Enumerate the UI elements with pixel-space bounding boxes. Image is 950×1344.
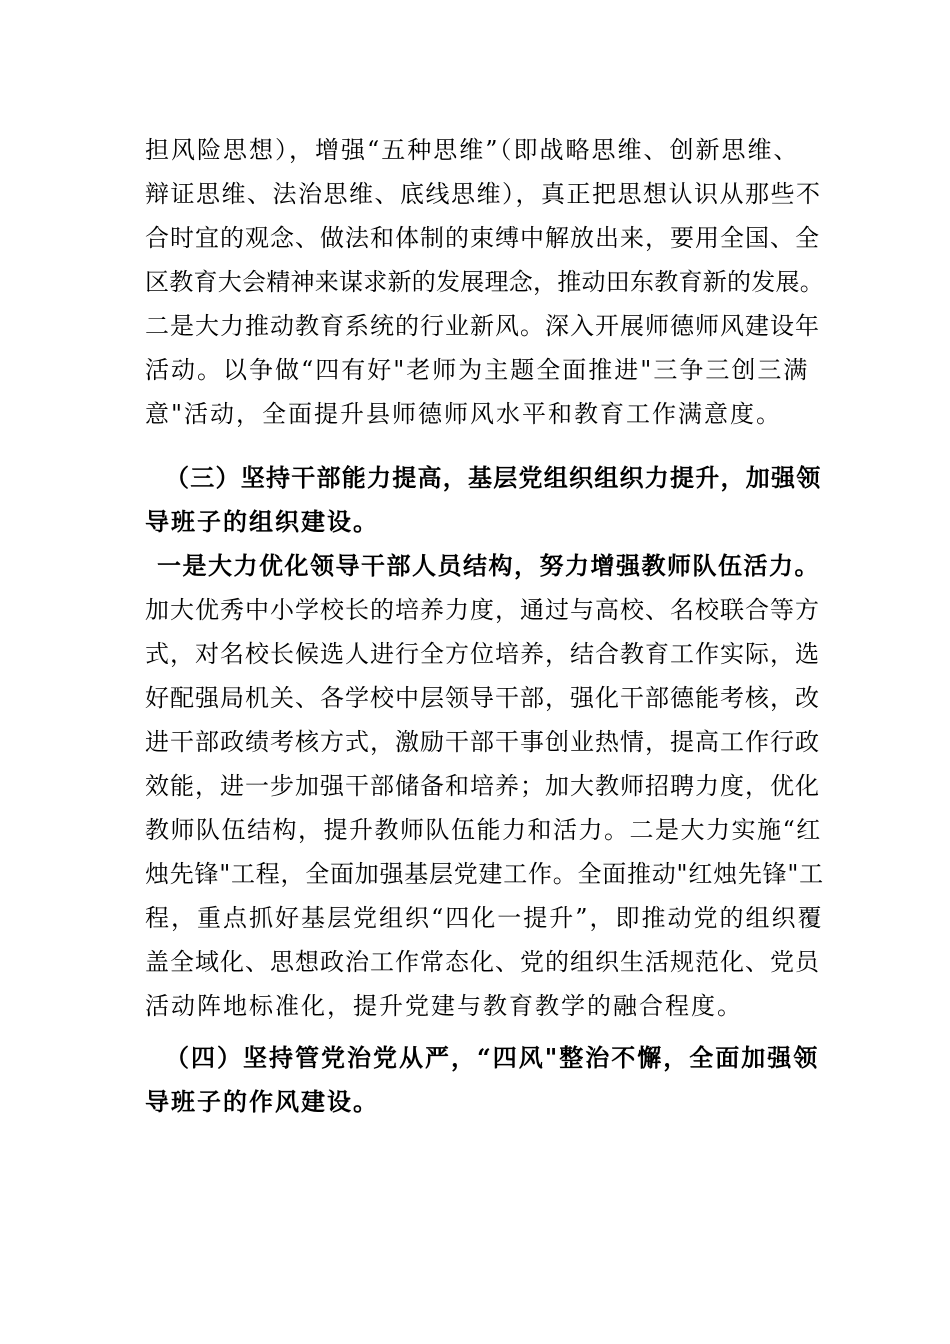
text-line: 加大优秀中小学校长的培养力度，通过与高校、名校联合等方 [145,596,820,624]
text-line: 合时宜的观念、做法和体制的束缚中解放出来，要用全国、全 [145,224,820,252]
text-line: 效能，进一步加强干部储备和培养；加大教师招聘力度，优化 [145,772,820,800]
heading-line: 导班子的作风建设。 [145,1087,379,1116]
text-line: 好配强局机关、各学校中层领导干部，强化干部德能考核，改 [145,684,820,712]
text-line: 式，对名校长候选人进行全方位培养，结合教育工作实际，选 [145,640,820,668]
text-line: 烛先锋"工程，全面加强基层党建工作。全面推动"红烛先锋"工 [145,860,824,888]
text-line: 程，重点抓好基层党组织“四化一提升”，即推动党的组织覆 [145,904,824,932]
text-line: 盖全域化、思想政治工作常态化、党的组织生活规范化、党员 [145,948,820,976]
section-heading-3 [145,456,825,544]
section-heading-4 [145,1036,825,1124]
text-line: 区教育大会精神来谋求新的发展理念，推动田东教育新的发展。 [145,268,824,296]
text-line: 活动阵地标准化，提升党建与教育教学的融合程度。 [145,992,743,1020]
text-line: 意"活动，全面提升县师德师风水平和教育工作满意度。 [145,400,783,428]
heading-line: （四）坚持管党治党从严，“四风"整治不懈，全面加强领 [165,1043,820,1072]
heading-line: 导班子的组织建设。 [145,507,379,536]
text-line: 活动。以争做“四有好"老师为主题全面推进"三争三创三满 [145,356,810,384]
text-line: 教师队伍结构，提升教师队伍能力和活力。二是大力实施“红 [145,816,822,844]
heading-line: （三）坚持干部能力提高，基层党组织组织力提升，加强领 [165,463,822,492]
text-line: 担风险思想），增强“五种思维”（即战略思维、创新思维、 [145,136,800,164]
text-line: 二是大力推动教育系统的行业新风。深入开展师德师风建设年 [145,312,820,340]
text-line: 一是大力优化领导干部人员结构，努力增强教师队伍活力。 [157,551,820,580]
body-paragraph-1 [145,128,825,436]
text-line: 辩证思维、法治思维、底线思维），真正把思想认识从那些不 [145,180,822,208]
text-line: 进干部政绩考核方式，激励干部干事创业热情，提高工作行政 [145,728,820,756]
body-paragraph-2 [145,544,825,1028]
